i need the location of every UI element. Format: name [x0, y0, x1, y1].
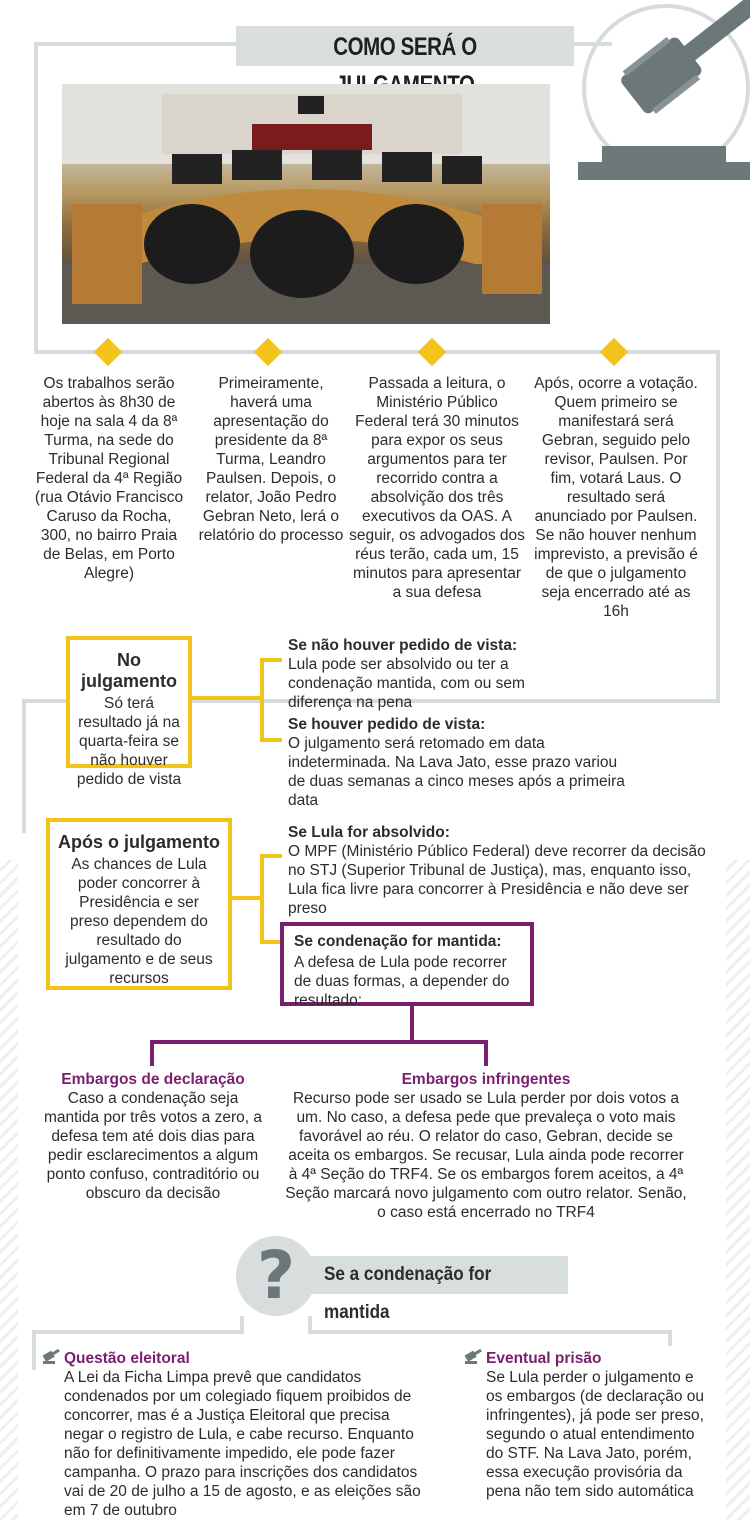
page-title: COMO SERÁ O	[333, 33, 477, 61]
com-vista-title: Se houver pedido de vista:	[288, 716, 486, 733]
frame-left-lower-line	[22, 699, 26, 833]
condenacao-title: Se condenação for mantida:	[294, 933, 502, 950]
bottom-center-vertical-2	[308, 1316, 312, 1334]
bracket-apos-vertical	[260, 856, 264, 942]
bracket-apos-top	[260, 854, 282, 858]
bracket-apos	[228, 896, 260, 900]
step-marker-2	[252, 336, 284, 368]
embargos-infringentes-title: Embargos infringentes	[401, 1071, 571, 1088]
questao-eleitoral-title: Questão eleitoral	[64, 1350, 190, 1367]
decorative-edge-left	[0, 860, 18, 1520]
step-text-3: Passada a leitura, o Ministério Público Federal terá 30 minutos para expor os seus argumentos para ter recorrido contra a absolvição dos três executivos da OAS. A seguir, os advogados dos réus terão, cada um, 15 minutos para apresentar a sua defesa	[349, 375, 525, 601]
purple-branch-right	[484, 1040, 488, 1066]
step-text-1: Os trabalhos serão abertos às 8h30 de hoje na sala 4 da 8ª Turma, na sede do Tribunal Regional Federal da 4ª Região (rua Otávio Francisco Caruso da Rocha, 300, no bairro Praia de Belas, em Porto Alegre)	[34, 375, 184, 582]
absolvido-title: Se Lula for absolvido:	[288, 824, 450, 841]
condenacao-text: A defesa de Lula pode recorrer de duas formas, a depender do resultado:	[294, 954, 510, 1009]
purple-branch-stem	[410, 1002, 414, 1042]
condenacao-box	[280, 922, 534, 1009]
courtroom-illustration	[62, 84, 550, 324]
com-vista-text: O julgamento será retomado em data indeterminada. Na Lava Jato, esse prazo variou de duas semanas a cinco meses após a primeira data	[288, 735, 625, 809]
step-marker-1	[92, 336, 124, 368]
apos-julgamento-text: As chances de Lula poder concorrer à Presidência e ser preso dependem do resultado do julgamento e de seus recursos	[65, 856, 213, 987]
apos-julgamento-title: Após o julgamento	[58, 832, 220, 852]
no-julgamento-title: No julgamento	[80, 650, 177, 691]
courtroom-photo	[62, 84, 550, 324]
bracket-apos-bottom	[260, 940, 282, 944]
sem-vista-title: Se não houver pedido de vista:	[288, 637, 518, 654]
bottom-left-line	[32, 1330, 240, 1334]
frame-left-line	[34, 42, 38, 352]
frame-top-line	[34, 42, 238, 46]
embargos-declaracao-title: Embargos de declaração	[61, 1071, 245, 1088]
decorative-edge	[726, 860, 750, 1520]
question-circle	[236, 1236, 316, 1316]
step-text-2: Primeiramente, haverá uma apresentação do presidente da 8ª Turma, Leandro Paulsen. Depois, o relator, João Pedro Gebran Neto, lerá o relatório do processo	[198, 375, 344, 544]
question-mark-icon: ?	[256, 1237, 296, 1314]
gavel-icon	[570, 0, 750, 190]
eventual-prisao-text: Se Lula perder o julgamento e os embargos (de declaração ou infringentes), já pode ser preso, segundo o atual entendimento do STF. Na Lava Jato, porém, essa execução provisória da pena não tem sido automática	[486, 1369, 704, 1500]
embargos-declaracao-text: Caso a condenação seja mantida por três votos a zero, a defesa tem até dois dias para pedir esclarecimentos a algum ponto confuso, contraditório ou obscuro da decisão	[44, 1090, 262, 1202]
condenacao-mantida-label: Se a condenação for mantida	[324, 1264, 492, 1323]
apos-julgamento-box	[46, 818, 232, 990]
condenacao-mantida-pill	[296, 1256, 568, 1323]
bottom-right-line	[312, 1330, 672, 1334]
bracket-no-julgamento-bottom	[260, 738, 282, 742]
step-marker-3	[416, 336, 448, 368]
no-julgamento-text: Só terá resultado já na quarta-feira se não houver pedido de vista	[76, 695, 182, 788]
step-text-4: Após, ocorre a votação. Quem primeiro se manifestará será Gebran, seguido pelo revisor, Paulsen. Por fim, votará Laus. O resultado será anunciado por Paulsen. Se não houver nenhum imprevisto, a previsão é de que o julgamento seja encerrado até as 16h	[534, 375, 698, 620]
gavel-small-icon-2	[464, 1348, 484, 1364]
no-julgamento-box	[66, 636, 192, 788]
bottom-center-vertical	[240, 1316, 244, 1334]
bottom-right-vertical	[668, 1330, 672, 1346]
questao-eleitoral-text: A Lei da Ficha Limpa prevê que candidatos condenados por um colegiado fiquem proibidos de concorrer, mas é a Justiça Eleitoral que precisa negar o registro de Lula, e cabe recurso. Enquanto não for definitivamente impedido, ele pode fazer campanha. O prazo para inscrições dos candidatos vai de 20 de julho a 15 de agosto, e as eleições são em 7 de outubro	[64, 1369, 421, 1519]
eventual-prisao-title: Eventual prisão	[486, 1350, 602, 1367]
sem-vista-text: Lula pode ser absolvido ou ter a condenação mantida, com ou sem diferença na pena	[288, 656, 525, 711]
purple-branch-left	[150, 1040, 154, 1066]
absolvido-text: O MPF (Ministério Público Federal) deve recorrer da decisão no STJ (Superior Tribunal de Justiça), mas, enquanto isso, Lula fica livre para concorrer à Presidência e não deve ser preso	[288, 843, 706, 917]
frame-right-line	[716, 350, 720, 702]
embargos-infringentes-text: Recurso pode ser usado se Lula perder por dois votos a um. No caso, a defesa pede que prevaleça o voto mais favorável ao réu. O relator do caso, Gebran, decide se aceita os embargos. Se recusar, Lula ainda pode recorrer à 4ª Seção do TRF4. Se os embargos forem aceitos, a 4ª Seção marcará novo julgamento com outro relator. Senão, o caso está encerrado no TRF4	[285, 1090, 687, 1221]
gavel-small-icon	[42, 1348, 62, 1364]
purple-branch-bar	[150, 1040, 488, 1044]
bracket-no-julgamento-top	[260, 658, 282, 662]
step-marker-4	[598, 336, 630, 368]
bracket-no-julgamento	[188, 696, 260, 700]
bottom-left-vertical	[32, 1330, 36, 1370]
bracket-no-julgamento-vertical	[260, 660, 264, 740]
frame-left-lower-top	[22, 699, 70, 703]
